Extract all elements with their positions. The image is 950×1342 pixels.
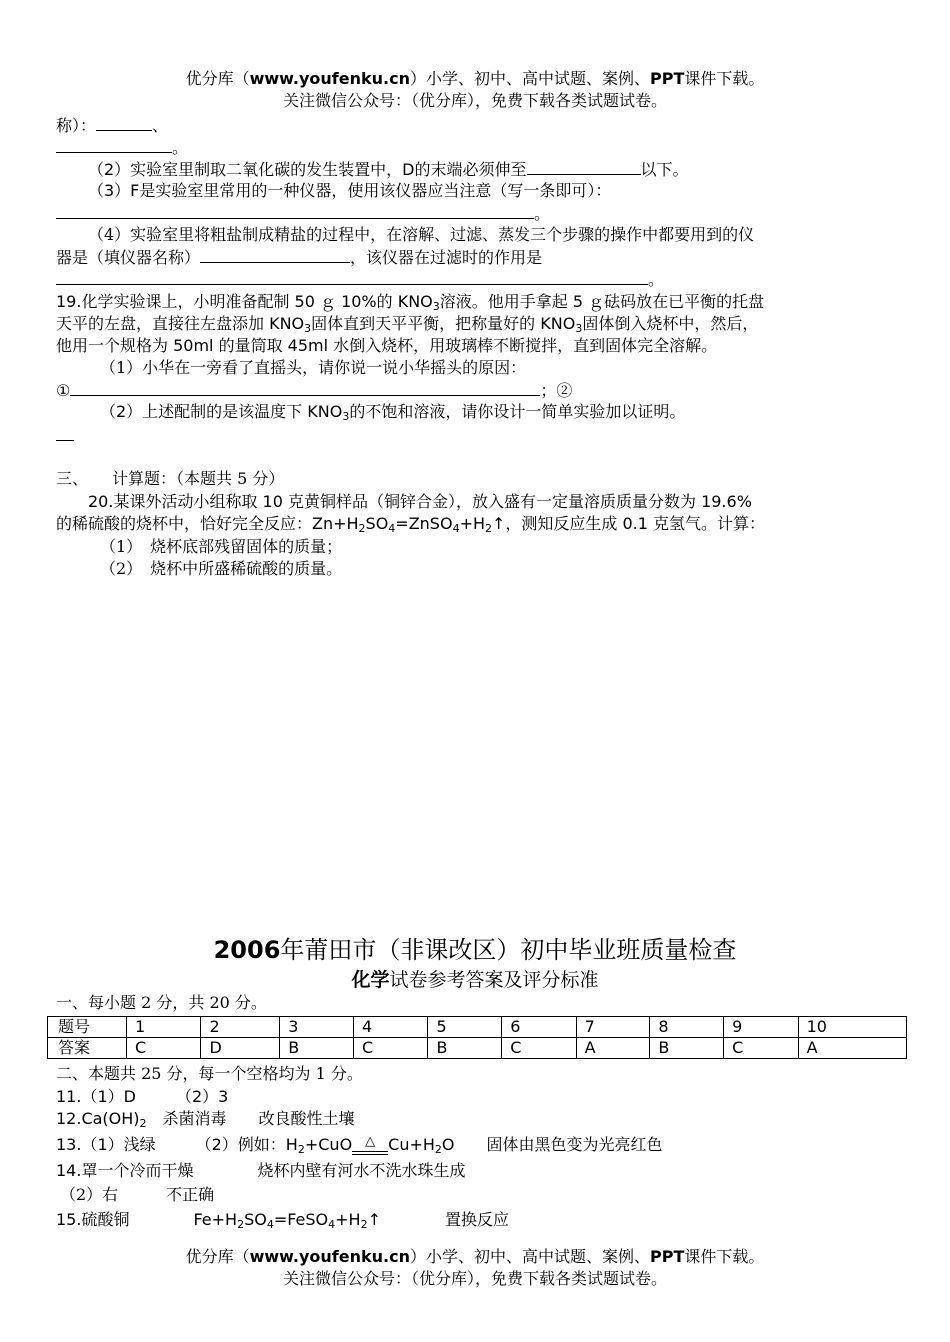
q20-part-2: （2） 烧杯中所盛稀硫酸的质量。 [100,559,343,578]
table-cell: 10 [798,1017,906,1038]
q19-answer-line [56,424,74,447]
q19-line-2: 天平的左盘，直接往左盘添加 $KNO_3$固体直到天平平衡，把称量好的 $KNO_3$固体倒入烧杯中，然后， [56,314,759,335]
answer-11: 11.（1）D （2）3 [56,1087,229,1106]
table-cell: B [280,1038,354,1059]
header-line-1 [0,68,950,90]
header-line-2: 关注微信公众号：（优分库），免费下载各类试题试卷。 [282,91,667,110]
table-row [48,1038,907,1059]
section-3-heading: 三、 计算题：（本题共 5 分） [56,469,285,488]
footer-ppt: PPT [650,1247,685,1266]
header-mid: ）小学、初中、高中试题、案例、 [410,69,651,88]
q19-line-6: （2）上述配制的是该温度下 $KNO_3$的不饱和溶液，请你设计一简单实验加以证明。 [100,402,686,423]
table-cell: 2 [201,1017,280,1038]
blank[interactable] [56,424,74,441]
footer-line-2: 关注微信公众号：（优分库），免费下载各类试题试卷。 [282,1269,667,1288]
answer-table [47,1016,907,1059]
header-site: www.youfenku.cn [249,69,410,88]
q19-line-3: 他用一个规格为 50ml 的量筒取 45ml 水倒入烧杯，用玻璃棒不断搅拌，直到固体完全溶解。 [56,336,718,355]
footer-prefix: 优分库（ [185,1247,250,1266]
table-cell: 题号 [48,1017,127,1038]
footer-suffix: 课件下载。 [684,1247,765,1266]
table-cell: C [127,1038,201,1059]
q19-line-4: （1）小华在一旁看了直摇头，请你说一说小华摇头的原因： [100,358,527,377]
answer-section-1: 一、每小题 2 分，共 20 分。 [56,993,267,1012]
answer-14: 14.罩一个冷而干燥 烧杯内壁有河水不洗水珠生成 [56,1161,466,1180]
blank[interactable] [56,268,648,285]
exam-line-1: 称）： 、 [56,116,169,135]
table-cell: 答案 [48,1038,127,1059]
blank[interactable] [527,158,641,175]
table-cell: 4 [353,1017,427,1038]
footer-site: www.youfenku.cn [249,1247,410,1266]
answer-13: 13.（1）浅绿 （2）例如：$H_2+CuO$ △ $Cu+H_2O$ 固体由黑色变为光亮红色 [56,1134,663,1156]
exam-line-8: 。 [56,268,664,291]
exam-line-5: 。 [56,202,550,225]
table-cell: B [428,1038,502,1059]
exam-line-3: （2）实验室里制取二氧化碳的发生装置中，D的末端必须伸至 以下。 [88,160,689,179]
header-prefix: 优分库（ [185,69,250,88]
table-cell: C [724,1038,798,1059]
table-cell: C [353,1038,427,1059]
table-cell: 8 [650,1017,724,1038]
heat-condition-sign: △ [352,1134,388,1158]
exam-line-2: 。 [56,136,188,159]
table-cell: 1 [127,1017,201,1038]
q20-part-1: （1） 烧杯底部残留固体的质量； [100,537,343,556]
table-cell: 3 [280,1017,354,1038]
answer-title: 2006年莆田市（非课改区）初中毕业班质量检查 [213,936,737,964]
q20-line-1: 20.某课外活动小组称取 10 克黄铜样品（铜锌合金），放入盛有一定量溶质质量分数为 19.6% [88,492,752,511]
q20-line-2: 的稀硫酸的烧杯中，恰好完全反应：$Zn+H_2SO_4=ZnSO_4+H_2↑$，测知反应生成 0.1 克氢气。计算： [56,514,766,535]
blank[interactable] [56,202,534,219]
q19-line-5: ① ；② [56,381,573,400]
table-cell: 5 [428,1017,502,1038]
header-suffix: 课件下载。 [684,69,765,88]
table-cell: A [576,1038,650,1059]
exam-line-6: （4）实验室里将粗盐制成精盐的过程中，在溶解、过滤、蒸发三个步骤的操作中都要用到的仪 [88,225,755,244]
blank[interactable] [96,114,152,131]
answer-section-2: 二、本题共 25 分，每一个空格均为 1 分。 [56,1064,363,1083]
footer-line-1 [0,1246,950,1268]
blank[interactable] [200,246,350,263]
answer-subtitle: 化学试卷参考答案及评分标准 [351,969,599,991]
answer-14-part-2: （2）右 不正确 [60,1185,215,1204]
table-row [48,1017,907,1038]
footer-mid: ）小学、初中、高中试题、案例、 [410,1247,651,1266]
blank[interactable] [56,136,172,153]
exam-line-4: （3）F是实验室里常用的一种仪器，使用该仪器应当注意（写一条即可）： [88,181,612,200]
table-cell: B [650,1038,724,1059]
table-cell: 7 [576,1017,650,1038]
table-cell: 6 [502,1017,576,1038]
answer-12: $12.Ca(OH)_2$ 杀菌消毒 改良酸性土壤 [56,1109,355,1130]
exam-line-7: 器是（填仪器名称） ，该仪器在过滤时的作用是 [56,248,543,267]
header-ppt: PPT [650,69,685,88]
table-cell: C [502,1038,576,1059]
blank[interactable] [70,379,540,396]
answer-15: 15.硫酸铜 $Fe+H_2SO_4=FeSO_4+H_2↑$ 置换反应 [56,1210,509,1231]
table-cell: A [798,1038,906,1059]
q19-line-1: 19.化学实验课上，小明准备配制 50 ｇ 10%的 $KNO_3$溶液。他用手拿起 5 ｇ砝码放在已平衡的托盘 [56,292,765,313]
table-cell: D [201,1038,280,1059]
table-cell: 9 [724,1017,798,1038]
